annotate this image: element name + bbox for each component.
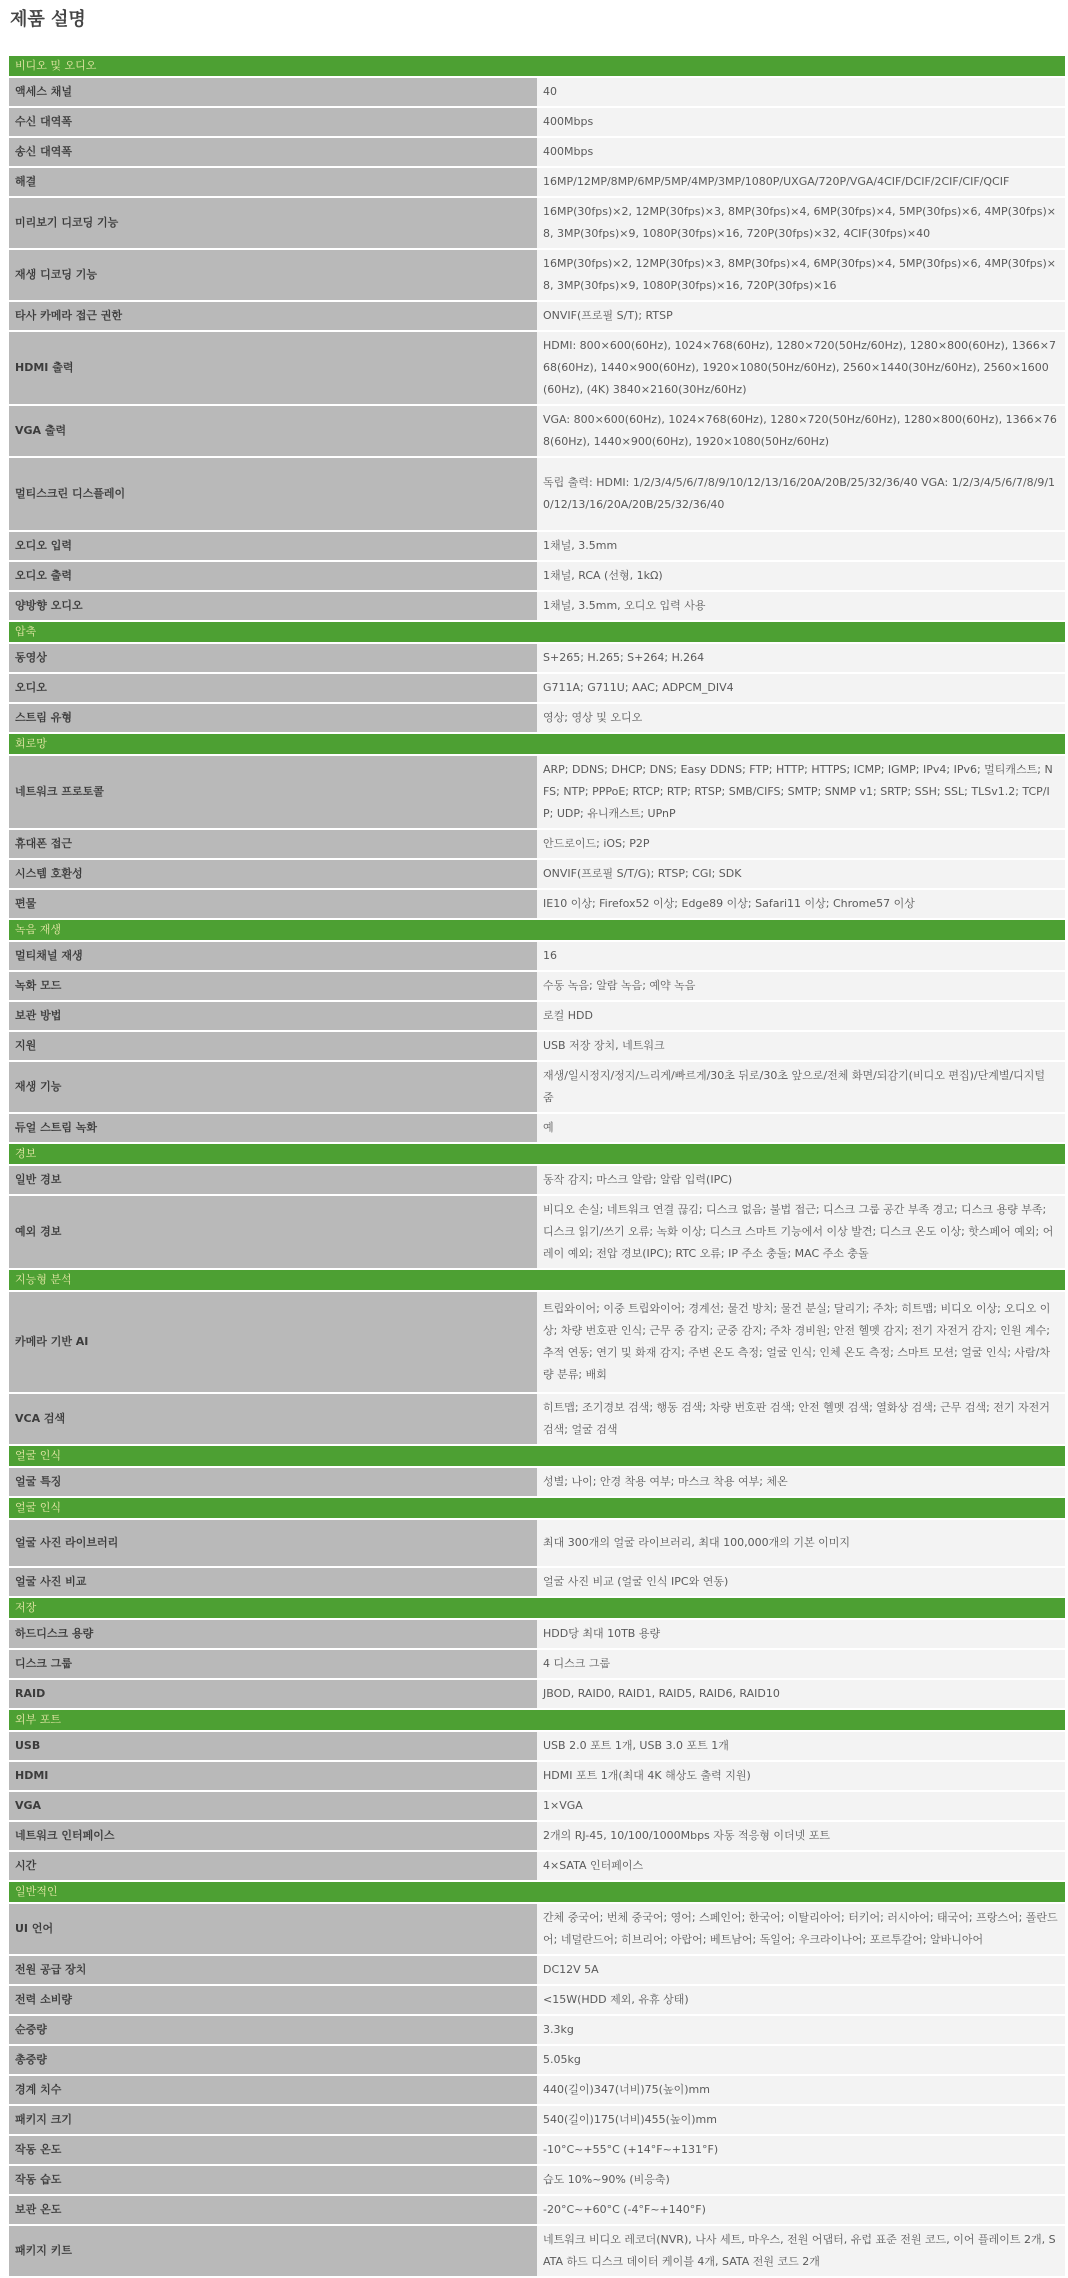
spec-label: 듀얼 스트림 녹화 xyxy=(9,1114,537,1142)
spec-label: 시간 xyxy=(9,1852,537,1880)
spec-value: 네트워크 비디오 레코더(NVR), 나사 세트, 마우스, 전원 어댑터, 유럽 표준 전원 코드, 이어 플레이트 2개, SATA 하드 디스크 데이터 케이블 4개, SATA 전원 코드 2개 xyxy=(537,2226,1065,2276)
spec-row xyxy=(9,562,1065,590)
spec-row xyxy=(9,704,1065,732)
spec-label: 총중량 xyxy=(9,2046,537,2074)
section-header xyxy=(9,1710,1065,1730)
spec-row xyxy=(9,2106,1065,2134)
section-header xyxy=(9,1144,1065,1164)
spec-row xyxy=(9,108,1065,136)
spec-value: 성별; 나이; 안경 착용 여부; 마스크 착용 여부; 체온 xyxy=(537,1468,1065,1496)
spec-row xyxy=(9,830,1065,858)
spec-row xyxy=(9,1822,1065,1850)
spec-row xyxy=(9,1520,1065,1566)
spec-label: 네트워크 프로토콜 xyxy=(9,756,537,828)
spec-label: UI 언어 xyxy=(9,1904,537,1954)
spec-value: 습도 10%~90% (비응축) xyxy=(537,2166,1065,2194)
spec-label: 얼굴 사진 비교 xyxy=(9,1568,537,1596)
spec-value: <15W(HDD 제외, 유휴 상태) xyxy=(537,1986,1065,2014)
spec-label: 양방향 오디오 xyxy=(9,592,537,620)
spec-label: 작동 온도 xyxy=(9,2136,537,2164)
spec-row xyxy=(9,2076,1065,2104)
section-title: 외부 포트 xyxy=(9,1710,1065,1730)
section-header xyxy=(9,622,1065,642)
spec-row xyxy=(9,1568,1065,1596)
page-title: 제품 설명 xyxy=(10,9,86,30)
spec-label: HDMI 출력 xyxy=(9,332,537,404)
spec-label: 전력 소비량 xyxy=(9,1986,537,2014)
spec-label: 미리보기 디코딩 기능 xyxy=(9,198,537,248)
spec-row xyxy=(9,644,1065,672)
spec-value: ONVIF(프로필 S/T/G); RTSP; CGI; SDK xyxy=(537,860,1065,888)
spec-value: S+265; H.265; S+264; H.264 xyxy=(537,644,1065,672)
section-title: 얼굴 인식 xyxy=(9,1446,1065,1466)
spec-table-body xyxy=(9,56,1065,2276)
spec-value: ARP; DDNS; DHCP; DNS; Easy DDNS; FTP; HTTP; HTTPS; ICMP; IGMP; IPv4; IPv6; 멀티캐스트; NFS; NTP; PPPoE; RTCP; RTP; RTSP; SMB/CIFS; SMTP; SNMP v1; SRTP; SSH; SSL; TLSv1.2; TCP/IP; UDP; 유니캐스트; UPnP xyxy=(537,756,1065,828)
spec-label: VCA 검색 xyxy=(9,1394,537,1444)
spec-row xyxy=(9,1986,1065,2014)
spec-row xyxy=(9,1292,1065,1392)
spec-value: 1채널, 3.5mm xyxy=(537,532,1065,560)
spec-row xyxy=(9,1792,1065,1820)
spec-value: HDMI: 800×600(60Hz), 1024×768(60Hz), 1280×720(50Hz/60Hz), 1280×800(60Hz), 1366×768(60Hz), 1440×900(60Hz), 1920×1080(50Hz/60Hz), 2560×1440(30Hz/60Hz), 2560×1600(60Hz), (4K) 3840×2160(30Hz/60Hz) xyxy=(537,332,1065,404)
spec-value: 3.3kg xyxy=(537,2016,1065,2044)
spec-label: 송신 대역폭 xyxy=(9,138,537,166)
section-header xyxy=(9,1270,1065,1290)
section-header xyxy=(9,1446,1065,1466)
spec-value: 16 xyxy=(537,942,1065,970)
spec-row xyxy=(9,1062,1065,1112)
spec-value: 히트맵; 조기경보 검색; 행동 검색; 차량 번호판 검색; 안전 헬멧 검색; 열화상 검색; 근무 검색; 전기 자전거 검색; 얼굴 검색 xyxy=(537,1394,1065,1444)
section-title: 압축 xyxy=(9,622,1065,642)
spec-label: 디스크 그룹 xyxy=(9,1650,537,1678)
spec-row xyxy=(9,1650,1065,1678)
spec-row xyxy=(9,250,1065,300)
spec-label: RAID xyxy=(9,1680,537,1708)
spec-row xyxy=(9,302,1065,330)
spec-row xyxy=(9,1196,1065,1268)
spec-value: 얼굴 사진 비교 (얼굴 인식 IPC와 연동) xyxy=(537,1568,1065,1596)
spec-label: 오디오 출력 xyxy=(9,562,537,590)
spec-label: 네트워크 인터페이스 xyxy=(9,1822,537,1850)
spec-label: 얼굴 사진 라이브러리 xyxy=(9,1520,537,1566)
spec-row xyxy=(9,1762,1065,1790)
spec-label: 전원 공급 장치 xyxy=(9,1956,537,1984)
spec-row xyxy=(9,1620,1065,1648)
spec-value: 예 xyxy=(537,1114,1065,1142)
spec-label: 휴대폰 접근 xyxy=(9,830,537,858)
spec-table xyxy=(9,54,1065,2278)
spec-label: 오디오 입력 xyxy=(9,532,537,560)
spec-value: 동작 감지; 마스크 알람; 알람 입력(IPC) xyxy=(537,1166,1065,1194)
spec-label: 멀티채널 재생 xyxy=(9,942,537,970)
spec-value: 16MP(30fps)×2, 12MP(30fps)×3, 8MP(30fps)×4, 6MP(30fps)×4, 5MP(30fps)×6, 4MP(30fps)×8, 3MP(30fps)×9, 1080P(30fps)×16, 720P(30fps)×32, 4CIF(30fps)×40 xyxy=(537,198,1065,248)
spec-row xyxy=(9,2226,1065,2276)
spec-row xyxy=(9,168,1065,196)
section-title: 회로망 xyxy=(9,734,1065,754)
spec-row xyxy=(9,1394,1065,1444)
spec-value: 540(길이)175(너비)455(높이)mm xyxy=(537,2106,1065,2134)
spec-value: 영상; 영상 및 오디오 xyxy=(537,704,1065,732)
spec-label: 순중량 xyxy=(9,2016,537,2044)
spec-row xyxy=(9,2046,1065,2074)
spec-value: G711A; G711U; AAC; ADPCM_DIV4 xyxy=(537,674,1065,702)
spec-value: 수동 녹음; 알람 녹음; 예약 녹음 xyxy=(537,972,1065,1000)
spec-label: VGA 출력 xyxy=(9,406,537,456)
spec-value: 400Mbps xyxy=(537,138,1065,166)
spec-value: 4 디스크 그룹 xyxy=(537,1650,1065,1678)
spec-value: IE10 이상; Firefox52 이상; Edge89 이상; Safari11 이상; Chrome57 이상 xyxy=(537,890,1065,918)
spec-label: 스트림 유형 xyxy=(9,704,537,732)
spec-value: HDD당 최대 10TB 용량 xyxy=(537,1620,1065,1648)
spec-label: 재생 기능 xyxy=(9,1062,537,1112)
spec-label: HDMI xyxy=(9,1762,537,1790)
spec-row xyxy=(9,1680,1065,1708)
spec-label: USB xyxy=(9,1732,537,1760)
spec-row xyxy=(9,78,1065,106)
spec-value: 비디오 손실; 네트워크 연결 끊김; 디스크 없음; 불법 접근; 디스크 그룹 공간 부족 경고; 디스크 용량 부족; 디스크 읽기/쓰기 오류; 녹화 이상; 디스크 스마트 기능에서 이상 발견; 디스크 온도 이상; 핫스페어 예외; 어레이 예외; 전압 경보(IPC); RTC 오류; IP 주소 충돌; MAC 주소 충돌 xyxy=(537,1196,1065,1268)
spec-value: 독립 출력: HDMI: 1/2/3/4/5/6/7/8/9/10/12/13/16/20A/20B/25/32/36/40 VGA: 1/2/3/4/5/6/7/8/9/10/12/13/16/20A/20B/25/32/36/40 xyxy=(537,458,1065,530)
spec-row xyxy=(9,1904,1065,1954)
spec-label: VGA xyxy=(9,1792,537,1820)
spec-value: 40 xyxy=(537,78,1065,106)
section-header xyxy=(9,56,1065,76)
spec-value: USB 2.0 포트 1개, USB 3.0 포트 1개 xyxy=(537,1732,1065,1760)
section-header xyxy=(9,734,1065,754)
spec-label: 패키지 키트 xyxy=(9,2226,537,2276)
spec-label: 지원 xyxy=(9,1032,537,1060)
section-title: 저장 xyxy=(9,1598,1065,1618)
spec-row xyxy=(9,2136,1065,2164)
spec-row xyxy=(9,1852,1065,1880)
spec-row xyxy=(9,1032,1065,1060)
section-header xyxy=(9,1598,1065,1618)
spec-row xyxy=(9,592,1065,620)
spec-value: HDMI 포트 1개(최대 4K 해상도 출력 지원) xyxy=(537,1762,1065,1790)
section-header xyxy=(9,920,1065,940)
spec-value: 1채널, 3.5mm, 오디오 입력 사용 xyxy=(537,592,1065,620)
spec-row xyxy=(9,1468,1065,1496)
spec-label: 타사 카메라 접근 권한 xyxy=(9,302,537,330)
spec-value: USB 저장 장치, 네트워크 xyxy=(537,1032,1065,1060)
spec-label: 재생 디코딩 기능 xyxy=(9,250,537,300)
spec-label: 보관 방법 xyxy=(9,1002,537,1030)
spec-label: 보관 온도 xyxy=(9,2196,537,2224)
spec-label: 편물 xyxy=(9,890,537,918)
spec-label: 일반 경보 xyxy=(9,1166,537,1194)
spec-row xyxy=(9,890,1065,918)
section-title: 비디오 및 오디오 xyxy=(9,56,1065,76)
spec-value: 1채널, RCA (선형, 1kΩ) xyxy=(537,562,1065,590)
spec-label: 얼굴 특징 xyxy=(9,1468,537,1496)
section-header xyxy=(9,1882,1065,1902)
spec-label: 시스템 호환성 xyxy=(9,860,537,888)
spec-row xyxy=(9,138,1065,166)
spec-label: 하드디스크 용량 xyxy=(9,1620,537,1648)
section-title: 얼굴 인식 xyxy=(9,1498,1065,1518)
spec-row xyxy=(9,942,1065,970)
spec-value: 트립와이어; 이중 트립와이어; 경계선; 물건 방치; 물건 분실; 달리기; 주차; 히트맵; 비디오 이상; 오디오 이상; 차량 번호판 인식; 근무 중 감지; 군중 감지; 주차 경비원; 안전 헬멧 감지; 전기 자전거 감지; 인원 계수; 추적 연동; 연기 및 화재 감지; 주변 온도 측정; 얼굴 인식; 인체 온도 측정; 스마트 모션; 얼굴 인식; 사람/차량 분류; 배회 xyxy=(537,1292,1065,1392)
spec-label: 패키지 크기 xyxy=(9,2106,537,2134)
spec-value: 간체 중국어; 번체 중국어; 영어; 스페인어; 한국어; 이탈리아어; 터키어; 러시아어; 태국어; 프랑스어; 폴란드어; 네덜란드어; 히브리어; 아랍어; 베트남어; 독일어; 우크라이나어; 포르투갈어; 알바니아어 xyxy=(537,1904,1065,1954)
spec-row xyxy=(9,1732,1065,1760)
spec-label: 카메라 기반 AI xyxy=(9,1292,537,1392)
spec-row xyxy=(9,2196,1065,2224)
spec-value: 4×SATA 인터페이스 xyxy=(537,1852,1065,1880)
spec-value: 2개의 RJ-45, 10/100/1000Mbps 자동 적응형 이더넷 포트 xyxy=(537,1822,1065,1850)
section-title: 녹음 재생 xyxy=(9,920,1065,940)
spec-value: DC12V 5A xyxy=(537,1956,1065,1984)
spec-label: 경계 치수 xyxy=(9,2076,537,2104)
spec-value: -10°C~+55°C (+14°F~+131°F) xyxy=(537,2136,1065,2164)
spec-row xyxy=(9,1166,1065,1194)
section-title: 일반적인 xyxy=(9,1882,1065,1902)
spec-row xyxy=(9,332,1065,404)
spec-row xyxy=(9,2166,1065,2194)
spec-label: 녹화 모드 xyxy=(9,972,537,1000)
section-title: 경보 xyxy=(9,1144,1065,1164)
spec-label: 예외 경보 xyxy=(9,1196,537,1268)
spec-row xyxy=(9,972,1065,1000)
spec-label: 작동 습도 xyxy=(9,2166,537,2194)
spec-row xyxy=(9,1114,1065,1142)
spec-row xyxy=(9,198,1065,248)
spec-value: 5.05kg xyxy=(537,2046,1065,2074)
spec-label: 오디오 xyxy=(9,674,537,702)
spec-label: 동영상 xyxy=(9,644,537,672)
spec-row xyxy=(9,406,1065,456)
spec-value: 재생/일시정지/정지/느리게/빠르게/30초 뒤로/30초 앞으로/전체 화면/되감기(비디오 편집)/단계별/디지털 줌 xyxy=(537,1062,1065,1112)
spec-value: 안드로이드; iOS; P2P xyxy=(537,830,1065,858)
spec-value: 16MP(30fps)×2, 12MP(30fps)×3, 8MP(30fps)×4, 6MP(30fps)×4, 5MP(30fps)×6, 4MP(30fps)×8, 3MP(30fps)×9, 1080P(30fps)×16, 720P(30fps)×16 xyxy=(537,250,1065,300)
spec-value: 로컬 HDD xyxy=(537,1002,1065,1030)
spec-row xyxy=(9,2016,1065,2044)
spec-row xyxy=(9,860,1065,888)
spec-row xyxy=(9,674,1065,702)
section-header xyxy=(9,1498,1065,1518)
spec-value: JBOD, RAID0, RAID1, RAID5, RAID6, RAID10 xyxy=(537,1680,1065,1708)
spec-value: 16MP/12MP/8MP/6MP/5MP/4MP/3MP/1080P/UXGA/720P/VGA/4CIF/DCIF/2CIF/CIF/QCIF xyxy=(537,168,1065,196)
spec-row xyxy=(9,1002,1065,1030)
spec-value: 440(길이)347(너비)75(높이)mm xyxy=(537,2076,1065,2104)
section-title: 지능형 분석 xyxy=(9,1270,1065,1290)
spec-row xyxy=(9,756,1065,828)
spec-value: 400Mbps xyxy=(537,108,1065,136)
spec-row xyxy=(9,458,1065,530)
spec-value: VGA: 800×600(60Hz), 1024×768(60Hz), 1280×720(50Hz/60Hz), 1280×800(60Hz), 1366×768(60Hz), 1440×900(60Hz), 1920×1080(50Hz/60Hz) xyxy=(537,406,1065,456)
spec-row xyxy=(9,532,1065,560)
spec-row xyxy=(9,1956,1065,1984)
spec-value: 1×VGA xyxy=(537,1792,1065,1820)
spec-label: 멀티스크린 디스플레이 xyxy=(9,458,537,530)
spec-value: 최대 300개의 얼굴 라이브러리, 최대 100,000개의 기본 이미지 xyxy=(537,1520,1065,1566)
spec-value: ONVIF(프로필 S/T); RTSP xyxy=(537,302,1065,330)
spec-label: 해결 xyxy=(9,168,537,196)
spec-label: 수신 대역폭 xyxy=(9,108,537,136)
spec-value: -20°C~+60°C (-4°F~+140°F) xyxy=(537,2196,1065,2224)
spec-label: 액세스 채널 xyxy=(9,78,537,106)
